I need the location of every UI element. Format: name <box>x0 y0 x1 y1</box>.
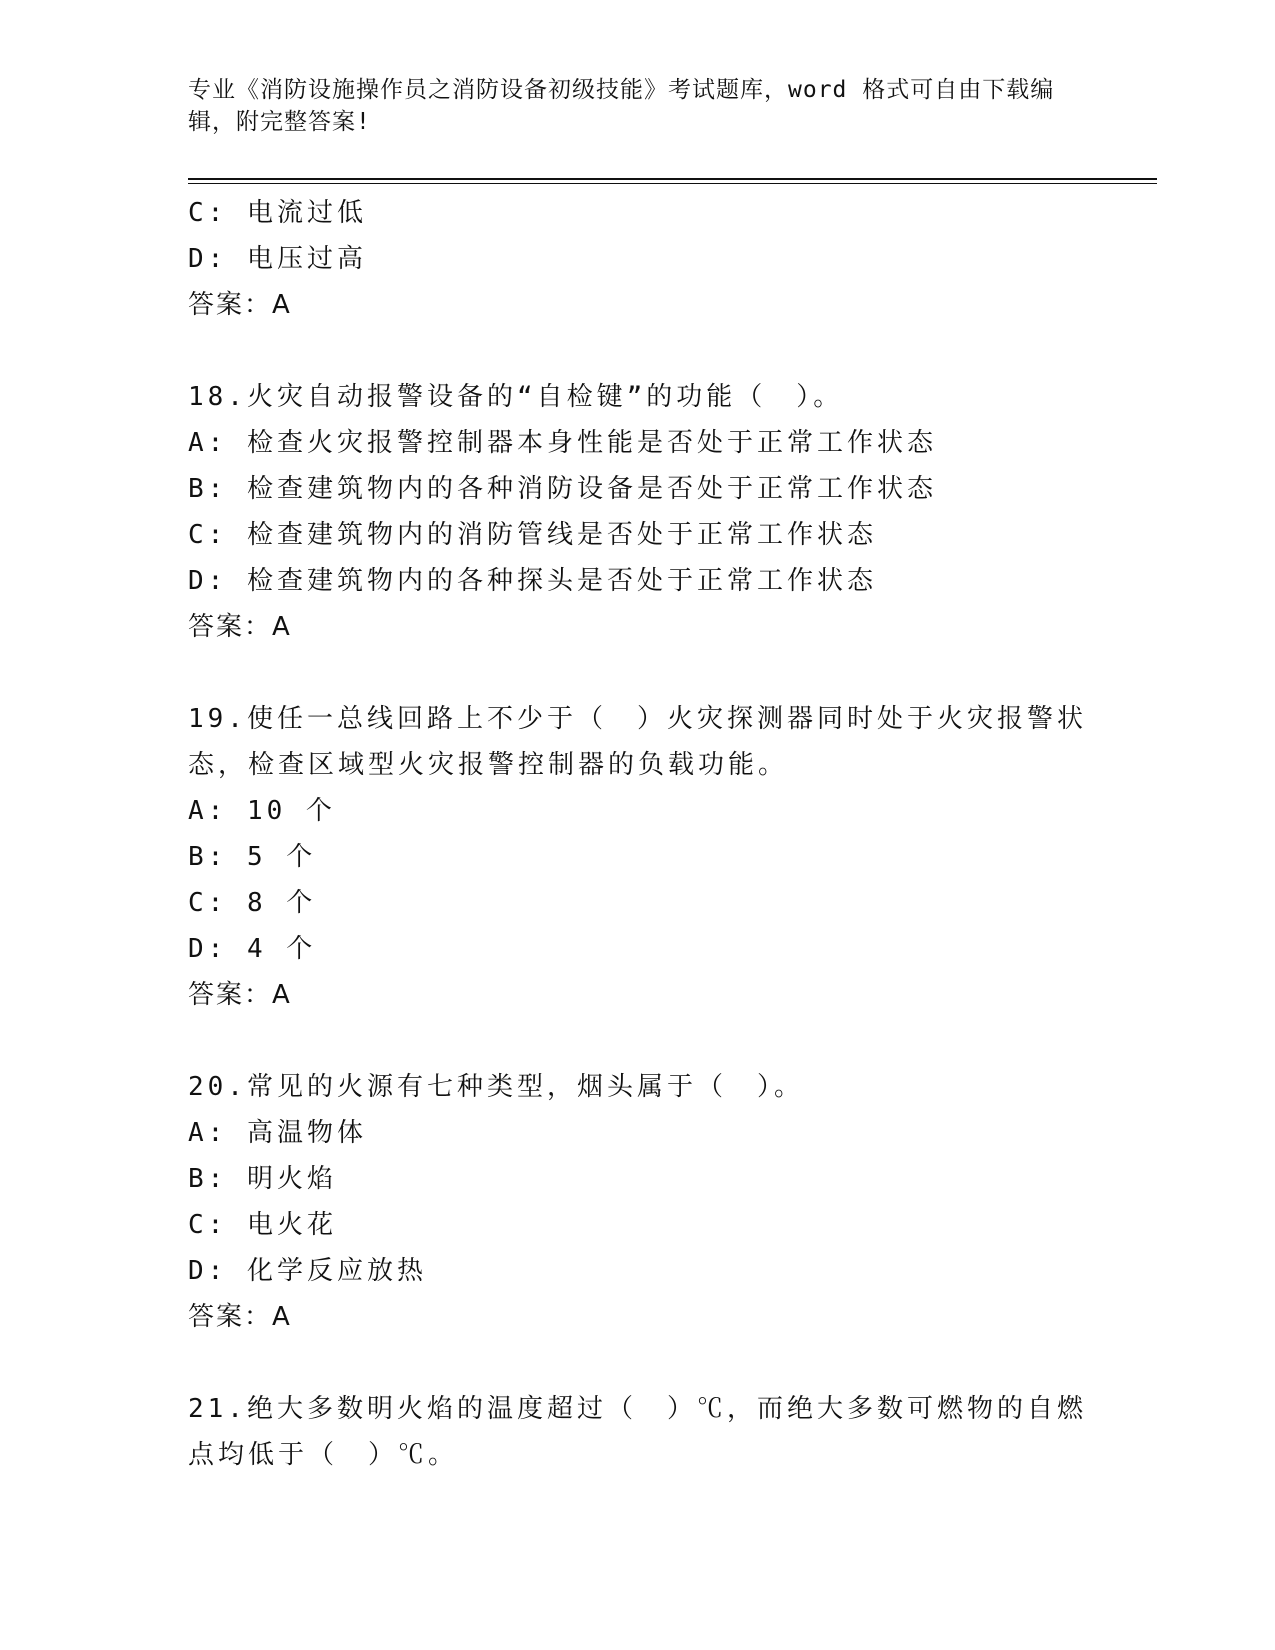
option-a: A: 10 个 <box>188 796 336 826</box>
option-a: A: 检查火灾报警控制器本身性能是否处于正常工作状态 <box>188 428 937 458</box>
question-19 <box>188 696 1088 1018</box>
spacer <box>188 650 1088 696</box>
question-20 <box>188 1064 1088 1340</box>
option-a: A: 高温物体 <box>188 1118 367 1148</box>
question-17-continued <box>188 190 1088 328</box>
question-21 <box>188 1386 1088 1478</box>
answer-line: 答案：A <box>188 290 292 320</box>
answer-line: 答案：A <box>188 1302 292 1332</box>
option-b: B: 检查建筑物内的各种消防设备是否处于正常工作状态 <box>188 474 937 504</box>
question-text: 20.常见的火源有七种类型，烟头属于（ ）。 <box>188 1072 804 1102</box>
question-18 <box>188 374 1088 650</box>
question-text: 19.使任一总线回路上不少于（ ）火灾探测器同时处于火灾报警状态，检查区域型火灾报警控制器的负载功能。 <box>188 704 1087 780</box>
answer-line: 答案：A <box>188 980 292 1010</box>
question-list <box>188 190 1088 1478</box>
option-c: C: 8 个 <box>188 888 317 918</box>
spacer <box>188 328 1088 374</box>
option-b: B: 5 个 <box>188 842 317 872</box>
option-b: B: 明火焰 <box>188 1164 337 1194</box>
header-rule-thick <box>188 178 1157 180</box>
header-rule-thin <box>188 183 1157 184</box>
option-c: C: 电火花 <box>188 1210 337 1240</box>
document-header: 专业《消防设施操作员之消防设备初级技能》考试题库，word 格式可自由下载编辑，附完整答案! <box>188 77 1055 135</box>
question-text: 18.火灾自动报警设备的“自检键”的功能（ ）。 <box>188 382 844 412</box>
option-c: C: 检查建筑物内的消防管线是否处于正常工作状态 <box>188 520 877 550</box>
option-c: C: 电流过低 <box>188 198 367 228</box>
option-d: D: 电压过高 <box>188 244 367 274</box>
answer-line: 答案：A <box>188 612 292 642</box>
question-text: 21.绝大多数明火焰的温度超过（ ）℃，而绝大多数可燃物的自燃点均低于（ ）℃。 <box>188 1394 1087 1470</box>
spacer <box>188 1340 1088 1386</box>
option-d: D: 化学反应放热 <box>188 1256 427 1286</box>
spacer <box>188 1018 1088 1064</box>
option-d: D: 4 个 <box>188 934 317 964</box>
option-d: D: 检查建筑物内的各种探头是否处于正常工作状态 <box>188 566 877 596</box>
